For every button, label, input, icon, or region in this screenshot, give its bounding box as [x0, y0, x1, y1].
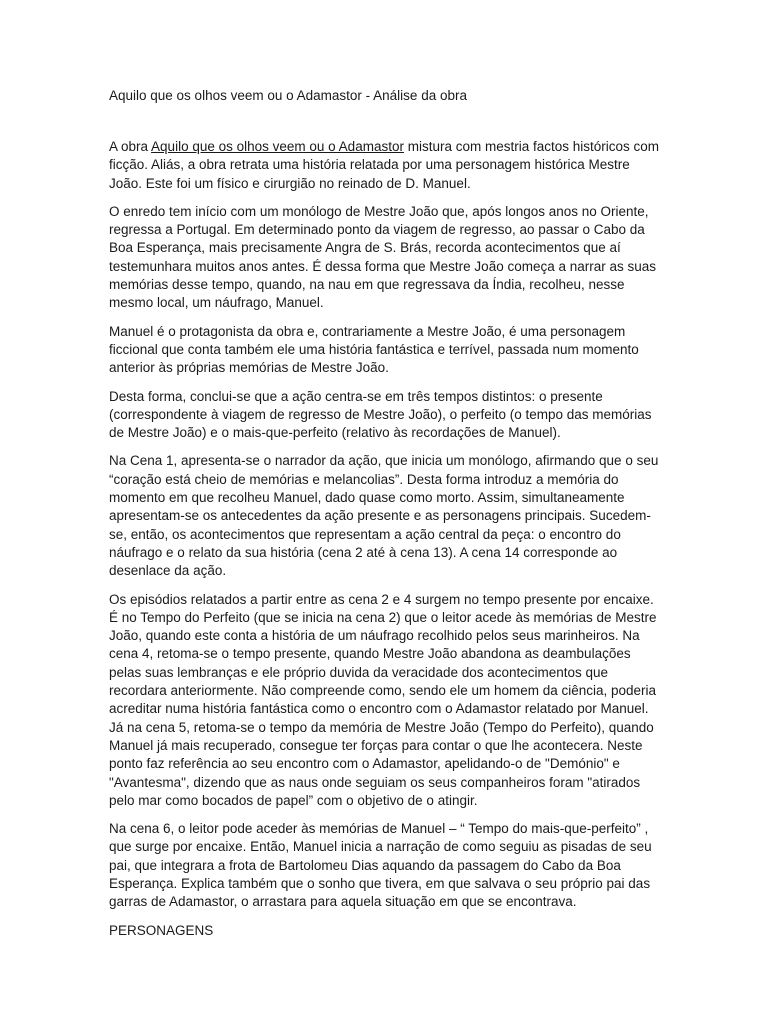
document-title: Aquilo que os olhos veem ou o Adamastor - Análise da obra [109, 88, 467, 103]
intro-text-before: A obra [109, 139, 152, 154]
document-page [109, 86, 661, 940]
section-heading-personagens: PERSONAGENS [109, 922, 214, 938]
intro-paragraph [109, 138, 661, 193]
paragraph-three-times: Desta forma, conclui-se que a ação centra-se em três tempos distintos: o presente (correspondente à viagem de regresso de Mestre João), o perfeito (o tempo das memórias de Mestre João) e o mais-que-perfeito (relativo às recordações de Manuel). [109, 388, 652, 441]
work-title-link[interactable]: Aquilo que os olhos veem ou o Adamastor [151, 139, 404, 154]
paragraph-plot-start: O enredo tem início com um monólogo de Mestre João que, após longos anos no Oriente, regressa a Portugal. Em determinado ponto da viagem de regresso, ao passar o Cabo da Boa Esperança, mais precisamente Angra de S. Brás, recorda acontecimentos que aí testemunhara muitos anos antes. É dessa forma que Mestre João começa a narrar as suas memórias desse tempo, quando, na nau em que regressava da Índia, recolheu, nesse mesmo local, um náufrago, Manuel. [109, 203, 657, 311]
paragraph-protagonist: Manuel é o protagonista da obra e, contrariamente a Mestre João, é uma personagem ficcional que conta também ele uma história fantástica e terrível, passada num momento anterior às próprias memórias de Mestre João. [109, 323, 639, 376]
paragraph-episodes: Os episódios relatados a partir entre as cena 2 e 4 surgem no tempo presente por encaixe. É no Tempo do Perfeito (que se inicia na cena 2) que o leitor acede às memórias de Mestre João, quando este conta a história de um náufrago recolhido pelos seus marinheiros. Na cena 4, retoma-se o tempo presente, quando Mestre João abandona as deambulações pelas suas lembranças e ele próprio duvida da veracidade dos acontecimentos que recordara anteriormente. Não compreende como, sendo ele um homem da ciência, poderia acreditar numa história fantástica como o encontro com o Adamastor relatado por Manuel. Já na cena 5, retoma-se o tempo da memória de Mestre João (Tempo do Perfeito), quando Manuel já mais recuperado, consegue ter forças para contar o que lhe acontecera. Neste ponto faz referência ao seu encontro com o Adamastor, apelidando-o de "Demónio" e "Avantesma", dizendo que as naus onde seguiam os seus companheiros foram "atirados pelo mar como bocados de papel” com o objetivo de o atingir. [109, 591, 657, 808]
intro-text-after: mistura com mestria factos históricos com ficção. Aliás, a obra retrata uma história relatada por uma personagem histórica Mestre João. Este foi um físico e cirurgião no reinado de D. Manuel. [109, 139, 660, 191]
paragraph-scene-6: Na cena 6, o leitor pode aceder às memórias de Manuel – “ Tempo do mais-que-perfeito” , que surge por encaixe. Então, Manuel inicia a narração de como seguiu as pisadas de seu pai, que integrara a frota de Bartolomeu Dias aquando da passagem do Cabo da Boa Esperança. Explica também que o sonho que tivera, em que salvava o seu próprio pai das garras de Adamastor, o arrastara para aquela situação em que se encontrava. [109, 821, 652, 910]
paragraph-scene-1: Na Cena 1, apresenta-se o narrador da ação, que inicia um monólogo, afirmando que o seu “coração está cheio de memórias e melancolias”. Desta forma introduz a memória do momento em que recolheu Manuel, dado quase como morto. Assim, simultaneamente apresentam-se os antecedentes da ação presente e as personagens principais. Sucedem-se, então, os acontecimentos que representam a ação central da peça: o encontro do náufrago e o relato da sua história (cena 2 até à cena 13). A cena 14 corresponde ao desenlace da ação. [109, 453, 659, 579]
